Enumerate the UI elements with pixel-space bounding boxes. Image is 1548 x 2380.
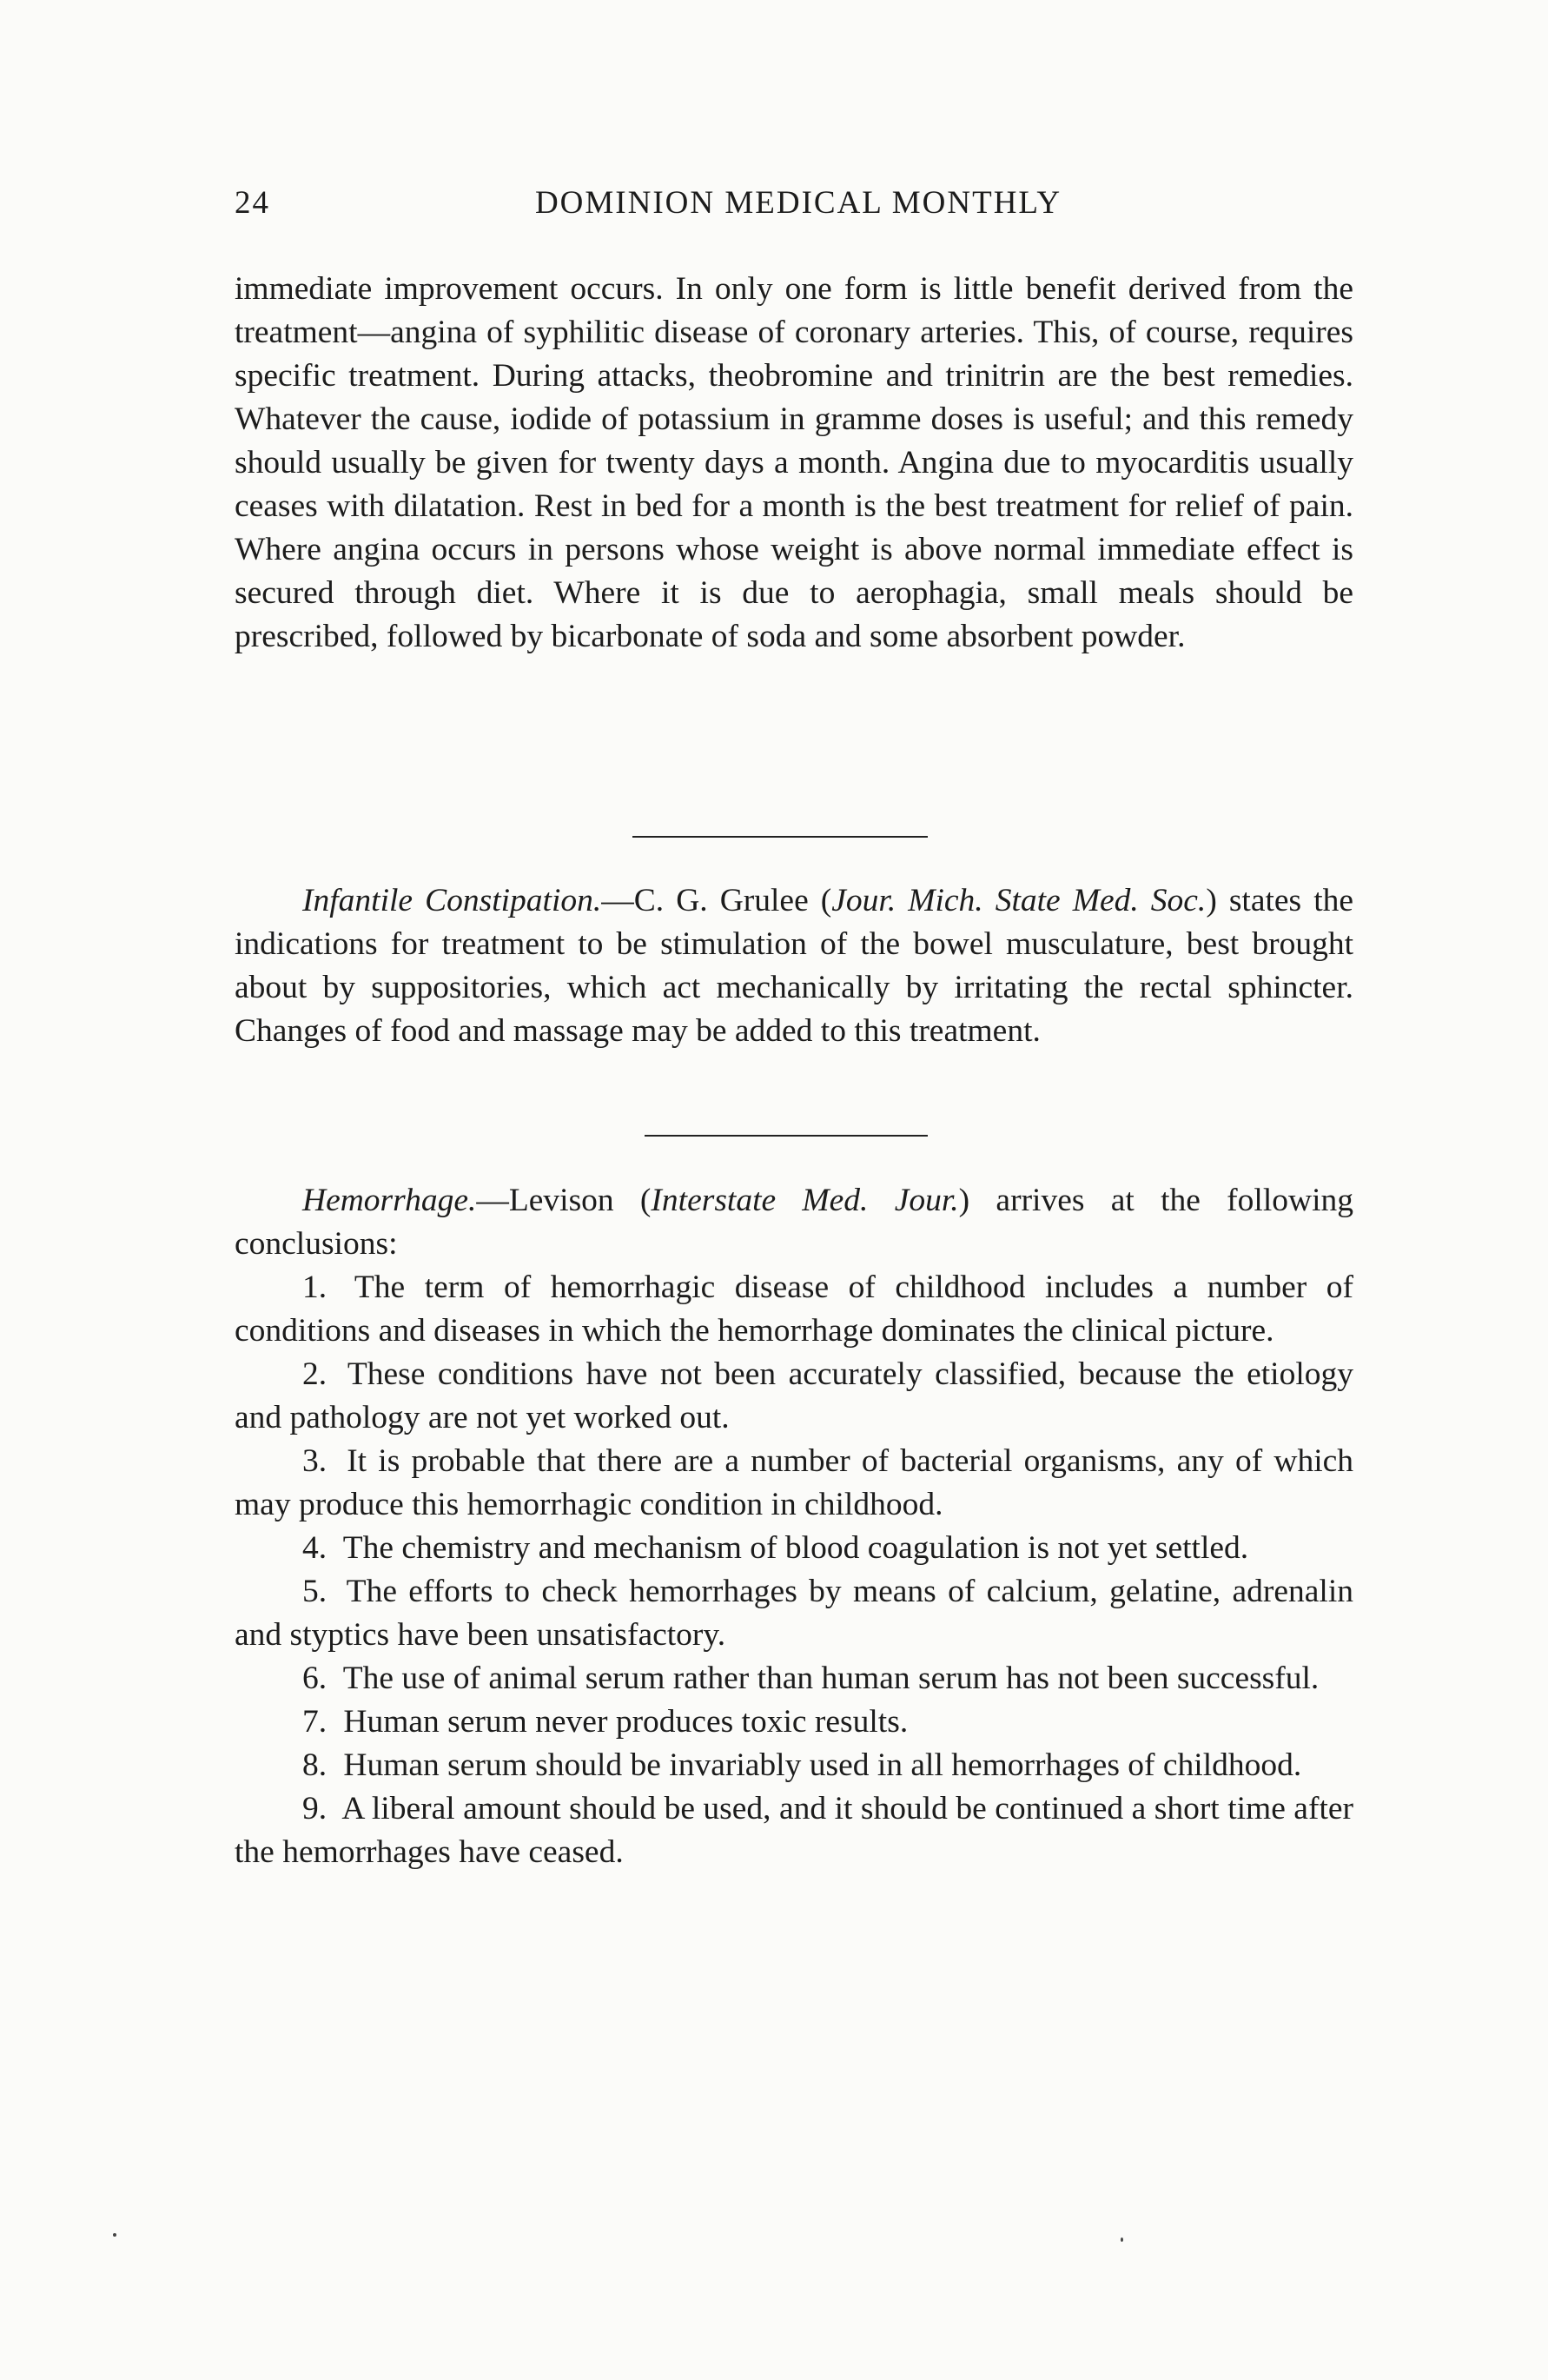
section-divider [632, 836, 928, 838]
angina-paragraph [235, 268, 1353, 659]
section-body: ) states the indications for treatment to be stimulation of the bowel musculature, best brought about by suppositories, which act mechanically by irritating the rectal sphincter. Changes of food and massage may be added to this treatment. [235, 883, 1354, 1049]
constipation-section [235, 879, 1353, 1053]
conclusions-list [235, 1266, 1353, 1874]
item-text: The use of animal serum rather than human serum has not been successful. [342, 1661, 1320, 1696]
item-text: Human serum should be invariably used in all hemorrhages of childhood. [343, 1747, 1302, 1783]
item-number: 3. [302, 1443, 327, 1479]
item-text: These conditions have not been accurately classified, because the etiology and pathology are not yet worked out. [235, 1356, 1353, 1435]
page-number: 24 [235, 185, 270, 221]
paragraph-text: immediate improvement occurs. In only one form is little benefit derived from the treatment—angina of syphilitic disease of coronary arteries. This, of course, requires specific treatment. During attacks, theobromine and trinitrin are the best remedies. Whatever the cause, iodide of potassium in gramme doses is useful; and this remedy should usually be given for twenty days a month. Angina due to myocarditis usually ceases with dilatation. Rest in bed for a month is the best treatment for relief of pain. Where angina occurs in persons whose weight is above normal immediate effect is secured through diet. Where it is due to aerophagia, small meals should be prescribed, followed by bicarbonate of soda and some absorbent powder. [235, 271, 1353, 654]
item-text: A liberal amount should be used, and it should be continued a short time after the hemorrhages have ceased. [235, 1791, 1353, 1870]
item-number: 6. [302, 1661, 327, 1696]
item-text: It is probable that there are a number of bacterial organisms, any of which may produce this hemorrhagic condition in childhood. [235, 1443, 1354, 1522]
item-number: 4. [302, 1530, 327, 1566]
item-text: The term of hemorrhagic disease of childhood includes a number of conditions and diseases in which the hemorrhage dominates the clinical picture. [235, 1270, 1353, 1349]
item-number: 8. [302, 1747, 327, 1783]
item-number: 9. [302, 1791, 327, 1826]
hemorrhage-section [235, 1179, 1353, 1266]
section-divider [645, 1135, 928, 1137]
item-number: 5. [302, 1574, 327, 1609]
list-item [235, 1657, 1353, 1700]
list-item [235, 1266, 1353, 1353]
item-text: The efforts to check hemorrhages by means of calcium, gelatine, adrenalin and styptics have been unsatisfactory. [235, 1574, 1353, 1653]
item-number: 2. [302, 1356, 327, 1392]
journal-title: DOMINION MEDICAL MONTHLY [534, 185, 1062, 221]
list-item [235, 1527, 1353, 1570]
item-number: 1. [302, 1270, 327, 1305]
constipation-paragraph [235, 879, 1353, 1053]
item-number: 7. [302, 1704, 327, 1740]
item-text: Human serum never produces toxic results. [343, 1704, 909, 1740]
section-heading: Hemorrhage. [302, 1183, 477, 1218]
list-item [235, 1570, 1353, 1657]
list-item [235, 1744, 1353, 1787]
list-item [235, 1353, 1353, 1440]
source-citation: Interstate Med. Jour. [651, 1183, 959, 1218]
running-header [235, 184, 1353, 229]
source-citation: Jour. Mich. State Med. Soc. [831, 883, 1207, 918]
list-item [235, 1700, 1353, 1744]
paper-speck [1121, 2237, 1123, 2242]
author-text: —C. G. Grulee ( [601, 883, 832, 918]
section-heading: Infantile Constipation. [302, 883, 602, 918]
list-item [235, 1787, 1353, 1874]
item-text: The chemistry and mechanism of blood coagulation is not yet settled. [342, 1530, 1249, 1566]
paper-speck [113, 2233, 116, 2237]
section-body: ) arrives at the following conclusions: [235, 1183, 1353, 1262]
author-text: —Levison ( [476, 1183, 652, 1218]
hemorrhage-intro [235, 1179, 1353, 1266]
list-item [235, 1440, 1353, 1527]
